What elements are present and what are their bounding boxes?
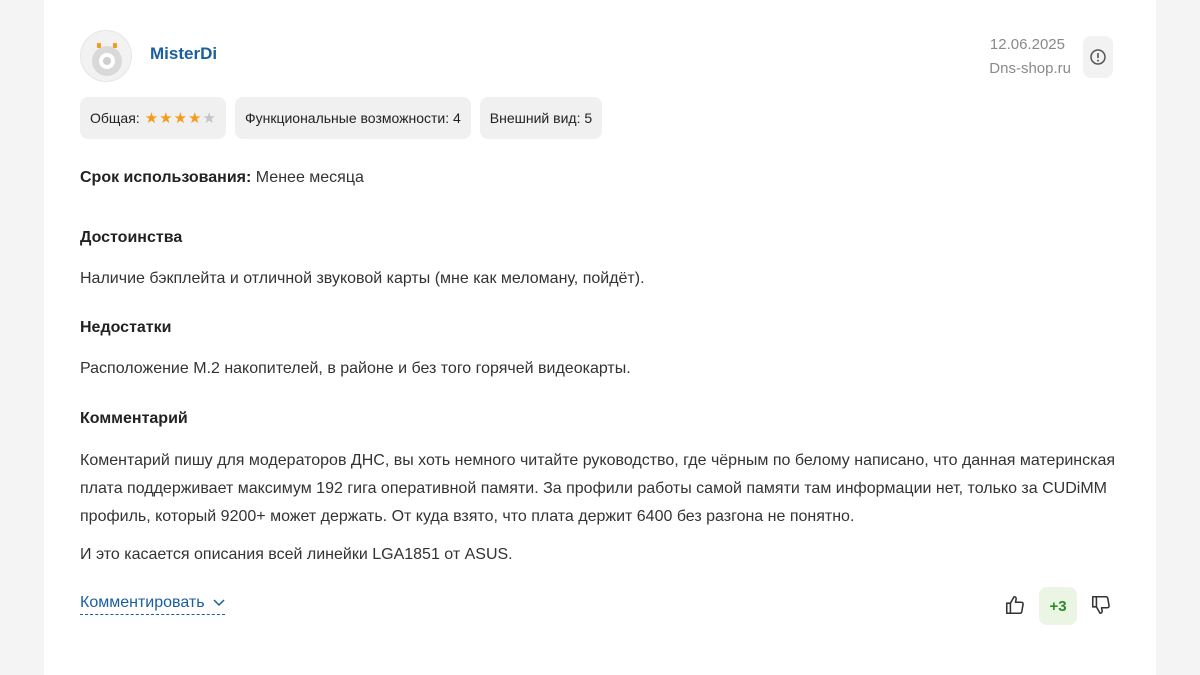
pros-title: Достоинства bbox=[80, 229, 183, 246]
star-icon: ★ bbox=[144, 109, 159, 127]
author-name[interactable]: MisterDi bbox=[150, 44, 218, 63]
comment-text: Коментарий пишу для модераторов ДНС, вы хоть немного читайте руководство, где чёрным по белому написано, что данная материнская плата поддерживает максимум 192 гига оперативной памяти. За профили работы самой памяти там информации нет, только за CUDiMM профиль, который 9200+ может держать. От куда взято, что плата держит 6400 без разгона не понятно. bbox=[80, 452, 1116, 525]
comment-button-label: Комментировать bbox=[80, 594, 205, 611]
star-icon: ★ bbox=[159, 109, 173, 127]
cons-text: Расположение M.2 накопителей, в районе и без того горячей видеокарты. bbox=[80, 360, 631, 377]
info-button[interactable] bbox=[1083, 36, 1113, 78]
features-rating-chip: Функциональные возможности: 4 bbox=[235, 97, 471, 139]
thumbs-up-icon bbox=[1004, 594, 1026, 616]
avatar-icon bbox=[81, 31, 132, 82]
rating-chips bbox=[80, 97, 602, 139]
chevron-down-icon bbox=[213, 599, 225, 607]
star-icon: ★ bbox=[173, 109, 188, 127]
review-source: Dns-shop.ru bbox=[989, 60, 1071, 77]
comment-text-2: И это касается описания всей линейки LGA1851 от ASUS. bbox=[80, 546, 513, 563]
info-circle-icon bbox=[1089, 48, 1107, 66]
comment-title: Комментарий bbox=[80, 410, 188, 427]
usage-value: Менее месяца bbox=[255, 169, 364, 186]
overall-rating-label: Общая: bbox=[90, 110, 140, 126]
overall-rating-chip bbox=[80, 97, 226, 139]
usage-label: Срок использования: bbox=[80, 169, 252, 186]
star-icon: ★ bbox=[188, 109, 202, 127]
comment-button[interactable] bbox=[80, 594, 225, 615]
review-card bbox=[44, 0, 1156, 675]
cons-title: Недостатки bbox=[80, 319, 172, 336]
avatar[interactable] bbox=[80, 30, 132, 82]
star-rating bbox=[145, 111, 216, 126]
pros-text: Наличие бэкплейта и отличной звуковой карты (мне как меломану, пойдёт). bbox=[80, 270, 645, 287]
like-button[interactable] bbox=[1001, 590, 1029, 620]
vote-score: +3 bbox=[1039, 587, 1077, 625]
thumbs-down-icon bbox=[1090, 594, 1112, 616]
usage-period bbox=[80, 169, 364, 187]
appearance-rating-chip: Внешний вид: 5 bbox=[480, 97, 602, 139]
dislike-button[interactable] bbox=[1087, 590, 1115, 620]
review-date: 12.06.2025 bbox=[989, 36, 1065, 53]
star-icon: ★ bbox=[202, 109, 216, 127]
